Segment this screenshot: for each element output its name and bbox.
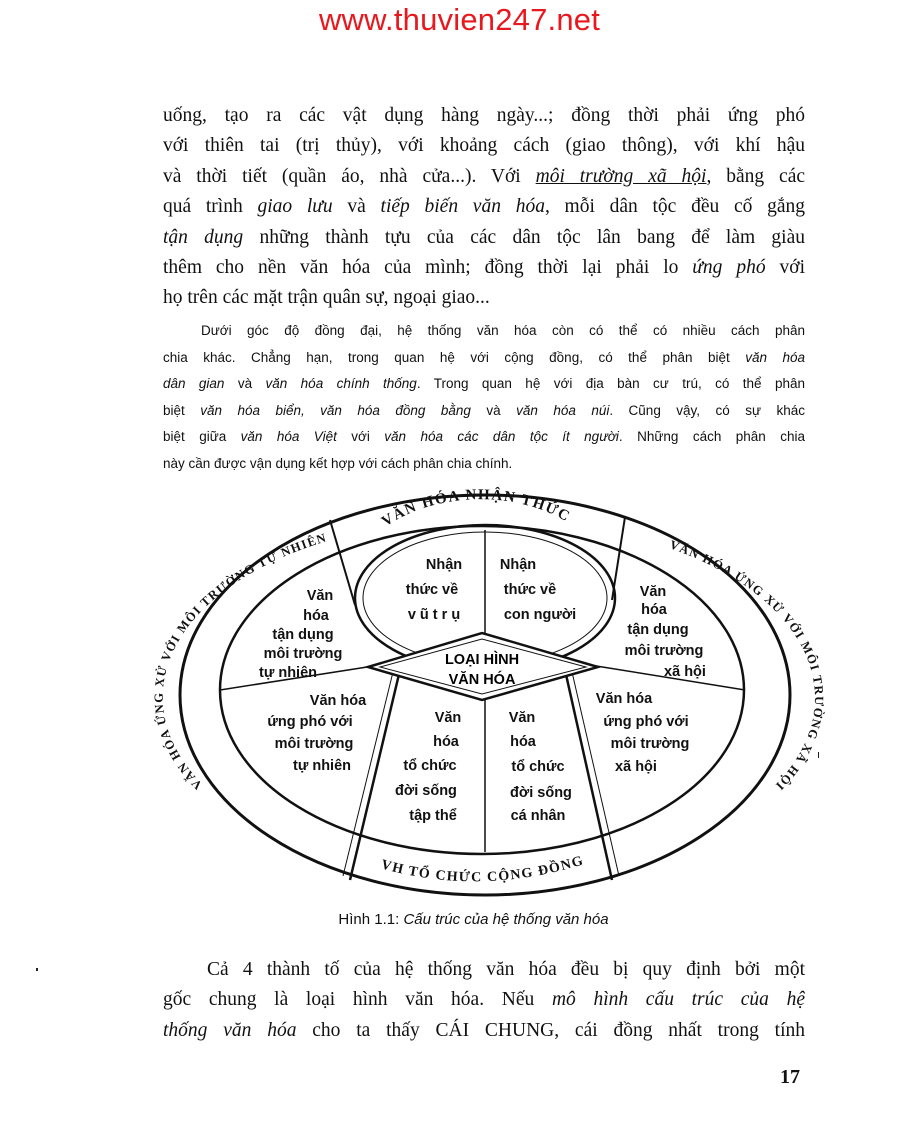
cell-individual: Văn hóa tổ chức đời sống cá nhân <box>508 710 572 824</box>
text-line: Dưới góc độ đồng đại, hệ thống văn hóa còn có thể có nhiều cách phân <box>201 323 805 338</box>
scan-speck <box>36 968 38 971</box>
cell-universe: Nhận thức về v ũ t r ụ <box>405 557 463 623</box>
text-line: tận dụng những thành tựu của các dân tộc lân bang để làm giàu <box>163 226 805 248</box>
cell-human: Nhận thức về con người <box>499 557 577 623</box>
cell-collective: Văn hóa tổ chức đời sống tập thể <box>395 710 462 824</box>
text-line: thống văn hóa cho ta thấy CÁI CHUNG, cái đồng nhất trong tính <box>163 1019 805 1041</box>
cell-cope-society: Văn hóa ứng phó với môi trường xã hội <box>595 691 690 775</box>
text-line: gốc chung là loại hình văn hóa. Nếu mô hình cấu trúc của hệ <box>163 989 805 1011</box>
ring-label-cognition: VĂN HÓA NHẬN THỨC <box>379 487 574 531</box>
text-line: quá trình giao lưu và tiếp biến văn hóa, mỗi dân tộc đều cố gắng <box>163 196 805 218</box>
scan-speck <box>818 752 819 758</box>
text-line: thêm cho nền văn hóa của mình; đồng thời lại phải lo ứng phó với <box>163 257 806 279</box>
text-line: uống, tạo ra các vật dụng hàng ngày...; đồng thời phải ứng phó <box>163 105 805 126</box>
cell-cope-nature: Văn hóa ứng phó với môi trường tự nhiên <box>267 693 367 774</box>
ring-label-organization: VH TỔ CHỨC CỘNG ĐỒNG <box>379 853 586 886</box>
text-line: này cần được vận dụng kết hợp với cách phân chia chính. <box>163 455 513 471</box>
text-line: và thời tiết (quần áo, nhà cửa...). Với môi trường xã hội, bằng các <box>163 165 806 187</box>
text-line: biệt giữa văn hóa Việt với văn hóa các dân tộc ít người. Những cách phân chia <box>163 429 805 445</box>
watermark: www.thuvien247.net <box>318 2 601 37</box>
text-line: dân gian và văn hóa chính thống. Trong quan hệ với địa bàn cư trú, có thể phân <box>163 376 805 392</box>
text-line: với thiên tai (trị thủy), với khoảng cách (giao thông), với khí hậu <box>163 135 805 157</box>
page-number: 17 <box>780 1066 800 1088</box>
underlined-term: môi trường xã hội <box>535 165 707 187</box>
text-line: chia khác. Chẳng hạn, trong quan hệ với cộng đồng, có thể phân biệt văn hóa <box>163 349 805 365</box>
center-label: LOẠI HÌNH VĂN HÓA <box>444 652 520 688</box>
cell-use-nature: Văn hóa tận dụng môi trường tự nhiên <box>258 588 343 681</box>
paragraph-2 <box>163 955 805 1046</box>
ring-label-nature: VĂN HÓA ỨNG XỬ VỚI MÔI TRƯỜNG TỰ NHIÊN <box>151 530 329 793</box>
figure-caption: Hình 1.1: Cấu trúc của hệ thống văn hóa <box>338 911 609 928</box>
text-line: Cả 4 thành tố của hệ thống văn hóa đều bị quy định bởi một <box>207 959 805 980</box>
text-line: biệt văn hóa biển, văn hóa đồng bằng và văn hóa núi. Cũng vậy, có sự khác <box>163 402 805 418</box>
cell-use-society: Văn hóa tận dụng môi trường xã hội <box>624 584 706 680</box>
text-line: họ trên các mặt trận quân sự, ngoại giao... <box>163 287 490 309</box>
ring-label-society: VĂN HÓA ỨNG XỬ VỚI MÔI TRƯỜNG XÃ HỘI <box>667 537 827 794</box>
